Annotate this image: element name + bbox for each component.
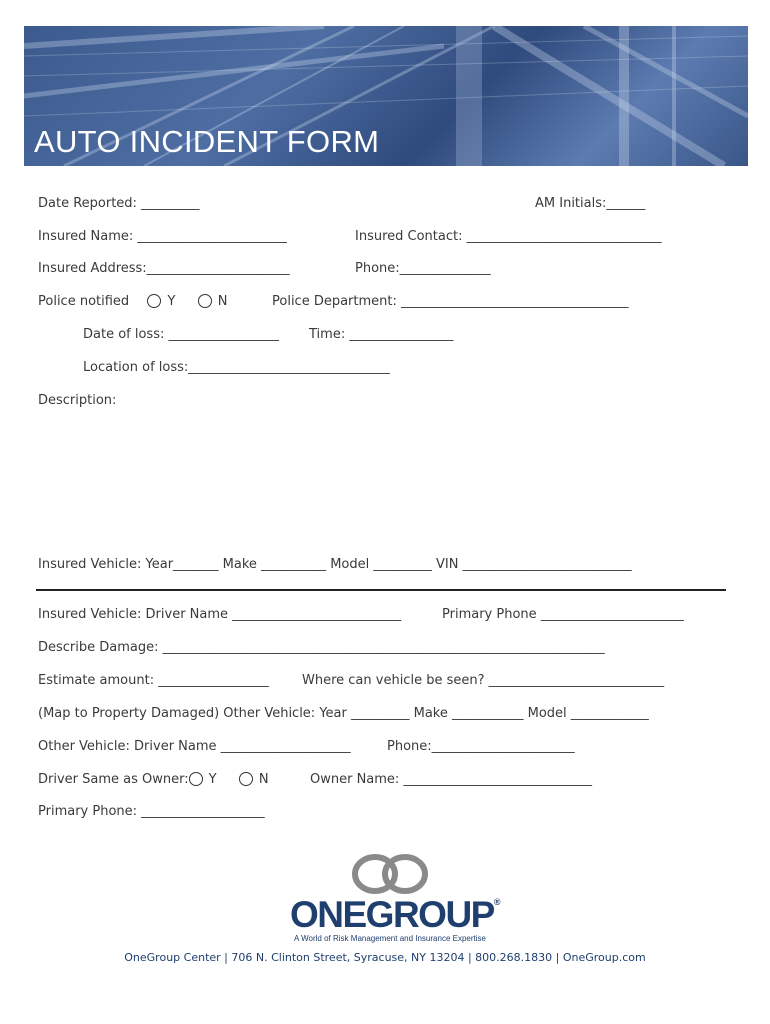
primary-phone-field[interactable]: Primary Phone ______________________ [442, 607, 684, 622]
footer-address: OneGroup Center | 706 N. Clinton Street, Syracuse, NY 13204 | 800.268.1830 | OneGroup.com [124, 951, 646, 964]
location-of-loss-field[interactable]: Location of loss:_______________________________ [83, 360, 390, 375]
other-phone-field[interactable]: Phone:______________________ [387, 739, 575, 754]
other-vehicle-field[interactable]: (Map to Property Damaged) Other Vehicle: Year _________ Make ___________ Model ____________ [38, 706, 649, 721]
primary-phone-2-field[interactable]: Primary Phone: ___________________ [38, 804, 265, 819]
insured-name-field[interactable]: Insured Name: _______________________ [38, 229, 287, 244]
police-no-label: N [217, 294, 228, 309]
driver-same-label: Driver Same as Owner: [38, 772, 189, 787]
description-label: Description: [38, 393, 117, 408]
linked-rings-icon [290, 854, 490, 898]
police-notified-label: Police notified [38, 294, 130, 309]
estimate-amount-field[interactable]: Estimate amount: _________________ [38, 673, 269, 688]
owner-name-field[interactable]: Owner Name: _____________________________ [310, 772, 592, 787]
page-title: AUTO INCIDENT FORM [34, 124, 380, 159]
insured-address-field[interactable]: Insured Address:______________________ [38, 261, 290, 276]
police-notified-group [38, 294, 227, 309]
insured-vehicle-field[interactable]: Insured Vehicle: Year_______ Make __________ Model _________ VIN __________________________ [38, 557, 632, 572]
driver-same-group [38, 772, 269, 787]
describe-damage-field[interactable]: Describe Damage: ____________________________________________________________________ [38, 640, 605, 655]
onegroup-logo [290, 854, 501, 946]
other-driver-field[interactable]: Other Vehicle: Driver Name ____________________ [38, 739, 351, 754]
where-seen-field[interactable]: Where can vehicle be seen? ___________________________ [302, 673, 665, 688]
driver-same-yes-label: Y [208, 772, 217, 787]
police-yes-label: Y [167, 294, 176, 309]
section-divider [36, 589, 726, 591]
driver-same-no-label: N [258, 772, 269, 787]
driver-name-field[interactable]: Insured Vehicle: Driver Name __________________________ [38, 607, 402, 622]
logo-tagline: A World of Risk Management and Insurance Expertise [294, 934, 486, 943]
police-yes-radio[interactable] [147, 294, 161, 308]
police-department-field[interactable]: Police Department: ___________________________________ [272, 294, 629, 309]
header-banner [24, 26, 748, 166]
driver-same-yes-radio[interactable] [189, 772, 203, 786]
police-no-radio[interactable] [198, 294, 212, 308]
insured-contact-field[interactable]: Insured Contact: ______________________________ [355, 229, 662, 244]
logo-wordmark: ONEGROUP® [290, 894, 501, 935]
driver-same-no-radio[interactable] [239, 772, 253, 786]
phone-field[interactable]: Phone:______________ [355, 261, 491, 276]
description-area[interactable] [38, 412, 728, 542]
time-field[interactable]: Time: ________________ [309, 327, 454, 342]
date-reported-field[interactable]: Date Reported: _________ [38, 196, 200, 211]
date-of-loss-field[interactable]: Date of loss: _________________ [83, 327, 279, 342]
am-initials-field[interactable]: AM Initials:______ [535, 196, 646, 211]
